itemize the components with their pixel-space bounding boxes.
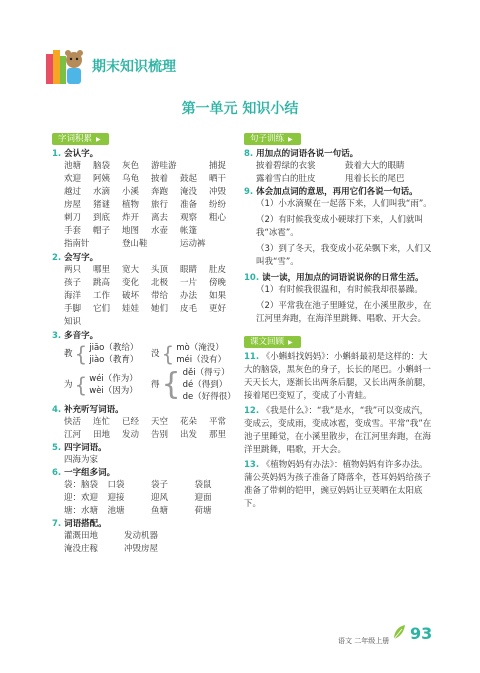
q9-sentence: （1）小水滴聚在一起落下来，人们叫我“雨”。: [256, 199, 432, 209]
word-cell: 塘：水塘: [64, 506, 99, 516]
word-cell: 指南针: [64, 239, 90, 249]
word-cell: 宽大: [122, 265, 140, 275]
word-cell: 出发: [180, 430, 198, 440]
polyphone-item: 为 { wéi（作为） wèi（因为）: [64, 373, 138, 397]
word-cell: [93, 316, 122, 329]
word-cell: 袋子: [151, 480, 169, 490]
question-5: 5. 四字词语。: [52, 443, 107, 453]
recognize-words-grid: [52, 160, 238, 251]
word-cell: 灰色: [122, 161, 140, 171]
word-cell: 迎面: [194, 493, 212, 503]
word-cell: 捕捉: [209, 161, 227, 171]
question-11: 11. 《小蝌蚪找妈妈》：小蝌蚪最初是这样的：大大的脑袋，黑灰色的身子，长长的尾巴。小蝌蚪一天天长大，逐渐长出两条后腿，又长出两条前腿，接着尾巴变短了，变成了小青蛙。: [244, 352, 432, 401]
word-cell: [180, 160, 209, 173]
word-cell: 帐篷: [180, 226, 198, 236]
word-cell: 迎：欢迎: [64, 493, 99, 503]
word-cell: [93, 238, 122, 251]
question-9: 9. 体会加点词的意思，再用它们各说一句话。: [244, 187, 418, 197]
word-cell: 海洋: [64, 291, 82, 301]
word-cell: 手脚: [64, 304, 82, 314]
bear-books-icon: [44, 44, 86, 88]
word-cell: [122, 316, 151, 329]
word-cell: 破坏: [122, 291, 140, 301]
word-cell: 更好: [209, 304, 227, 314]
word-cell: 袋鼠: [194, 480, 212, 490]
word-cell: 纷纷: [209, 200, 227, 210]
word-cell: 变化: [122, 278, 140, 288]
word-cell: 平常: [209, 417, 227, 427]
q8-phrases: [244, 160, 434, 186]
word-cell: 帽子: [93, 226, 111, 236]
word-cell: 乌龟: [122, 174, 140, 184]
word-cell: 跳高: [93, 278, 111, 288]
word-cell: [209, 238, 238, 251]
collocation-cell: 冲毁房屋: [124, 544, 159, 554]
section-tag-review: 课文回顾 ▶: [244, 336, 301, 348]
question-6: 6. 一字组多词。: [52, 468, 116, 478]
collocation-cell: 发动机器: [124, 531, 159, 541]
polyphone-item: 得 { děi（得亏） dé（得到） de（好得很）: [151, 367, 236, 402]
word-cell: [151, 316, 180, 329]
dictation-words-grid: [52, 416, 238, 442]
unit-title: 第一单元 知识小结: [181, 101, 299, 117]
footer-book-label: 语文 二年级上册: [338, 637, 390, 645]
word-cell: 鼓起: [180, 174, 198, 184]
word-cell: 运动裤: [180, 239, 206, 249]
word-cell: 炸开: [122, 213, 140, 223]
word-cell: 池塘: [107, 506, 125, 516]
word-cell: 办法: [180, 291, 198, 301]
question-4: 4. 补充听写词语。: [52, 405, 124, 415]
word-cell: 手套: [64, 226, 82, 236]
word-cell: 迎风: [151, 493, 169, 503]
word-cell: 欢迎: [64, 174, 82, 184]
phrase: 甩着长长的尾巴: [345, 174, 405, 184]
word-cell: 眼睛: [180, 265, 198, 275]
question-3: 3. 多音字。: [52, 331, 99, 341]
q10-sentence: （1）有时候我很温和，有时候我却很暴躁。: [256, 285, 423, 295]
word-cell: 如果: [209, 291, 227, 301]
question-7: 7. 词语搭配。: [52, 519, 107, 529]
question-1: 1. 会认字。: [52, 149, 99, 159]
page-header-title: 期末知识梳理: [92, 59, 176, 75]
question-12: 12. 《我是什么》：“我”是水，“我”可以变成汽，变成云，变成雨，变成冰雹，变成雪。平常“我”在池子里睡觉，在小溪里散步，在江河里奔跑，在海洋里跳舞，唱歌，开大会。: [244, 406, 432, 455]
word-cell: 小溪: [122, 187, 140, 197]
word-cell: 知识: [64, 317, 82, 327]
word-cell: 到底: [93, 213, 111, 223]
word-cell: 披着: [151, 174, 169, 184]
word-cell: 准备: [180, 200, 198, 210]
collocation-cell: 淹没庄稼: [64, 544, 99, 554]
polyphone-item: 教 { jiāo（教给） jiào（教育）: [64, 342, 139, 366]
word-cell: 那里: [209, 430, 227, 440]
word-cell: 房屋: [64, 200, 82, 210]
word-cell: 头顶: [151, 265, 169, 275]
word-cell: 北极: [151, 278, 169, 288]
collocation-cell: 灌溉田地: [64, 531, 99, 541]
word-cell: 傍晚: [209, 278, 227, 288]
word-cell: 观察: [180, 213, 198, 223]
page-number: 93: [410, 624, 433, 643]
word-cell: 一片: [180, 278, 198, 288]
word-cell: 迎接: [107, 493, 125, 503]
word-cell: 离去: [151, 213, 169, 223]
word-cell: 猪谜: [93, 200, 111, 210]
word-cell: 淹没: [180, 187, 198, 197]
phrase: 鼓着大大的眼睛: [345, 161, 405, 171]
word-cell: 孩子: [64, 278, 82, 288]
q10-sentence: （2）平常我在池子里睡觉，在小溪里散步，在江河里奔跑，在海洋里跳舞、唱歌、开大会。: [256, 301, 432, 324]
word-cell: 工作: [93, 291, 111, 301]
word-cell: 哪里: [93, 265, 111, 275]
word-cell: 粗心: [209, 213, 227, 223]
right-column: [244, 126, 434, 511]
polyphone-item: 没 { mò（淹没） méi（没有）: [151, 342, 227, 366]
word-cell: 天空: [151, 417, 169, 427]
word-cell: 水滴: [93, 187, 111, 197]
word-cell: 已经: [122, 417, 140, 427]
section-tag-vocab: 字词积累 ▶: [52, 133, 109, 145]
word-cell: 旅行: [151, 200, 169, 210]
word-cell: 两只: [64, 265, 82, 275]
word-cell: 奔跑: [151, 187, 169, 197]
word-cell: 冲毁: [209, 187, 227, 197]
word-cell: 口袋: [107, 480, 125, 490]
phrase: 露着雪白的肚皮: [256, 174, 316, 184]
word-cell: 袋：脑袋: [64, 480, 99, 490]
q9-sentence: （3）到了冬天，我变成小花朵飘下来，人们又叫我“雪”。: [256, 244, 432, 267]
word-cell: 地图: [122, 226, 140, 236]
word-cell: [180, 316, 209, 329]
word-cell: 它们: [93, 304, 111, 314]
word-cell: [151, 238, 180, 251]
word-cell: 皮毛: [180, 304, 198, 314]
word-cell: 连忙: [93, 417, 111, 427]
question-10: 10. 读一读，用加点的词语说说你的日常生活。: [244, 273, 424, 283]
word-cell: 花朵: [180, 417, 198, 427]
word-cell: 脑袋: [93, 161, 111, 171]
word-cell: 快活: [64, 417, 82, 427]
word-cell: 发动: [122, 430, 140, 440]
question-13: 13. 《植物妈妈有办法》：植物妈妈有许多办法。蒲公英妈妈为孩子准备了降落伞，苍耳妈妈给孩子准备了带刺的铠甲，豌豆妈妈让豆荚晒在太阳底下。: [244, 460, 432, 509]
word-cell: 游哇游: [151, 161, 177, 171]
word-cell: 池塘: [64, 161, 82, 171]
word-cell: 晒干: [209, 174, 227, 184]
word-cell: 肚皮: [209, 265, 227, 275]
word-cell: 江河: [64, 430, 82, 440]
left-column: [52, 126, 238, 556]
write-words-grid: [52, 264, 238, 329]
word-cell: 登山鞋: [122, 239, 148, 249]
polyphone-block: [52, 342, 238, 403]
word-cell: 水壶: [151, 226, 169, 236]
word-cell: 她们: [151, 304, 169, 314]
collocation-grid: [52, 530, 184, 556]
question-8: 8. 用加点的词语各说一句话。: [244, 149, 359, 159]
word-cell: [209, 225, 238, 238]
word-cell: 告别: [151, 430, 169, 440]
word-cell: 娃娃: [122, 304, 140, 314]
multi-word-grid: [52, 479, 238, 518]
word-cell: 植物: [122, 200, 140, 210]
word-cell: 越过: [64, 187, 82, 197]
word-cell: 带给: [151, 291, 169, 301]
word-cell: 刺刀: [64, 213, 82, 223]
section-tag-sentence: 句子训练 ▶: [244, 133, 301, 145]
word-cell: 鱼塘: [151, 506, 169, 516]
word-cell: 田地: [93, 430, 111, 440]
question-2: 2. 会写字。: [52, 253, 99, 263]
word-cell: 荷塘: [194, 506, 212, 516]
word-cell: [209, 316, 238, 329]
idiom: 四海为家: [64, 455, 99, 465]
leaf-icon: [392, 624, 406, 640]
phrase: 披着碧绿的衣裳: [256, 161, 316, 171]
q9-sentence: （2）有时候我变成小硬球打下来，人们就叫我“冰雹”。: [256, 215, 423, 238]
word-cell: 阿姨: [93, 174, 111, 184]
